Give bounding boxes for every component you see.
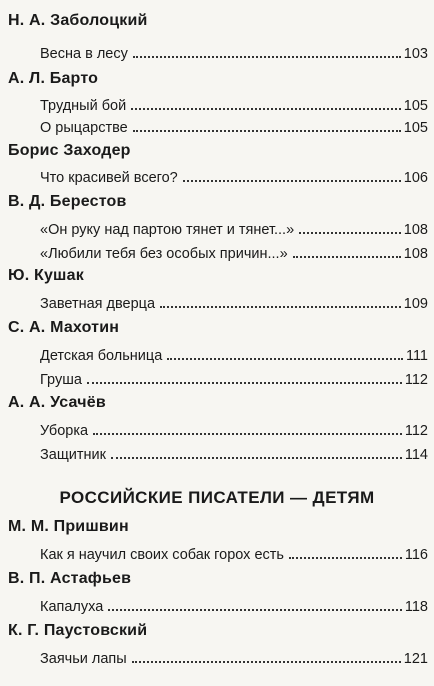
entry-title: Весна в лесу (40, 46, 128, 62)
dot-leader (133, 130, 401, 132)
dot-leader (293, 256, 401, 258)
dot-leader (299, 232, 401, 234)
page-number: 108 (403, 222, 428, 238)
toc-entry (40, 290, 428, 312)
dot-leader (133, 56, 401, 58)
author-name: Ю. Кушак (8, 267, 84, 284)
author-name: В. Д. Берестов (8, 193, 127, 210)
toc-entry (40, 92, 428, 114)
page-number: 114 (404, 447, 428, 463)
toc-entry (40, 114, 428, 136)
page-number: 109 (403, 296, 428, 312)
dot-leader (111, 457, 402, 459)
dot-leader (93, 433, 402, 435)
toc-entry (40, 541, 428, 563)
author-name: А. А. Усачёв (8, 394, 106, 411)
entry-title: Капалуха (40, 599, 104, 615)
toc-entry (40, 441, 428, 463)
dot-leader (167, 358, 403, 360)
page-number: 116 (404, 547, 428, 563)
entry-title: Заячьи лапы (40, 651, 127, 667)
author-name: Борис Заходер (8, 142, 131, 159)
toc-entry (40, 645, 428, 667)
entry-title: Что красивей всего? (40, 170, 178, 186)
author-name: К. Г. Паустовский (8, 622, 148, 639)
author-name: М. М. Пришвин (8, 518, 129, 535)
dot-leader (87, 382, 402, 384)
dot-leader (183, 180, 401, 182)
toc-entry (40, 240, 428, 262)
page-number: 118 (404, 599, 428, 615)
entry-title: Заветная дверца (40, 296, 156, 312)
entry-title: Трудный бой (40, 98, 127, 114)
toc-entry (40, 417, 428, 439)
page-number: 108 (403, 246, 428, 262)
author-name: А. Л. Барто (8, 70, 99, 87)
toc-entry (40, 342, 428, 364)
toc-entry (40, 40, 428, 62)
author-name: Н. А. Заболоцкий (8, 12, 148, 29)
page-number: 112 (404, 423, 428, 439)
dot-leader (160, 306, 401, 308)
toc-entry (40, 593, 428, 615)
page-number: 105 (403, 120, 428, 136)
page-number: 103 (403, 46, 428, 62)
page-number: 105 (403, 98, 428, 114)
entry-title: Детская больница (40, 348, 163, 364)
page-number: 112 (404, 372, 428, 388)
toc-entry (40, 164, 428, 186)
entry-title: «Любили тебя без особых причин...» (40, 246, 288, 262)
dot-leader (132, 661, 401, 663)
author-name: В. П. Астафьев (8, 570, 132, 587)
dot-leader (108, 609, 402, 611)
page-number: 106 (403, 170, 428, 186)
toc-entry (40, 216, 428, 238)
page-number: 111 (405, 348, 428, 364)
entry-title: Уборка (40, 423, 89, 439)
dot-leader (131, 108, 401, 110)
section-heading: РОССИЙСКИЕ ПИСАТЕЛИ — ДЕТЯМ (59, 488, 375, 507)
author-name: С. А. Махотин (8, 319, 120, 336)
toc-entry (40, 366, 428, 388)
entry-title: Груша (40, 372, 82, 388)
entry-title: Защитник (40, 447, 106, 463)
entry-title: О рыцарстве (40, 120, 128, 136)
dot-leader (289, 557, 402, 559)
page-number: 121 (403, 651, 428, 667)
entry-title: Как я научил своих собак горох есть (40, 547, 284, 563)
entry-title: «Он руку над партою тянет и тянет...» (40, 222, 295, 238)
